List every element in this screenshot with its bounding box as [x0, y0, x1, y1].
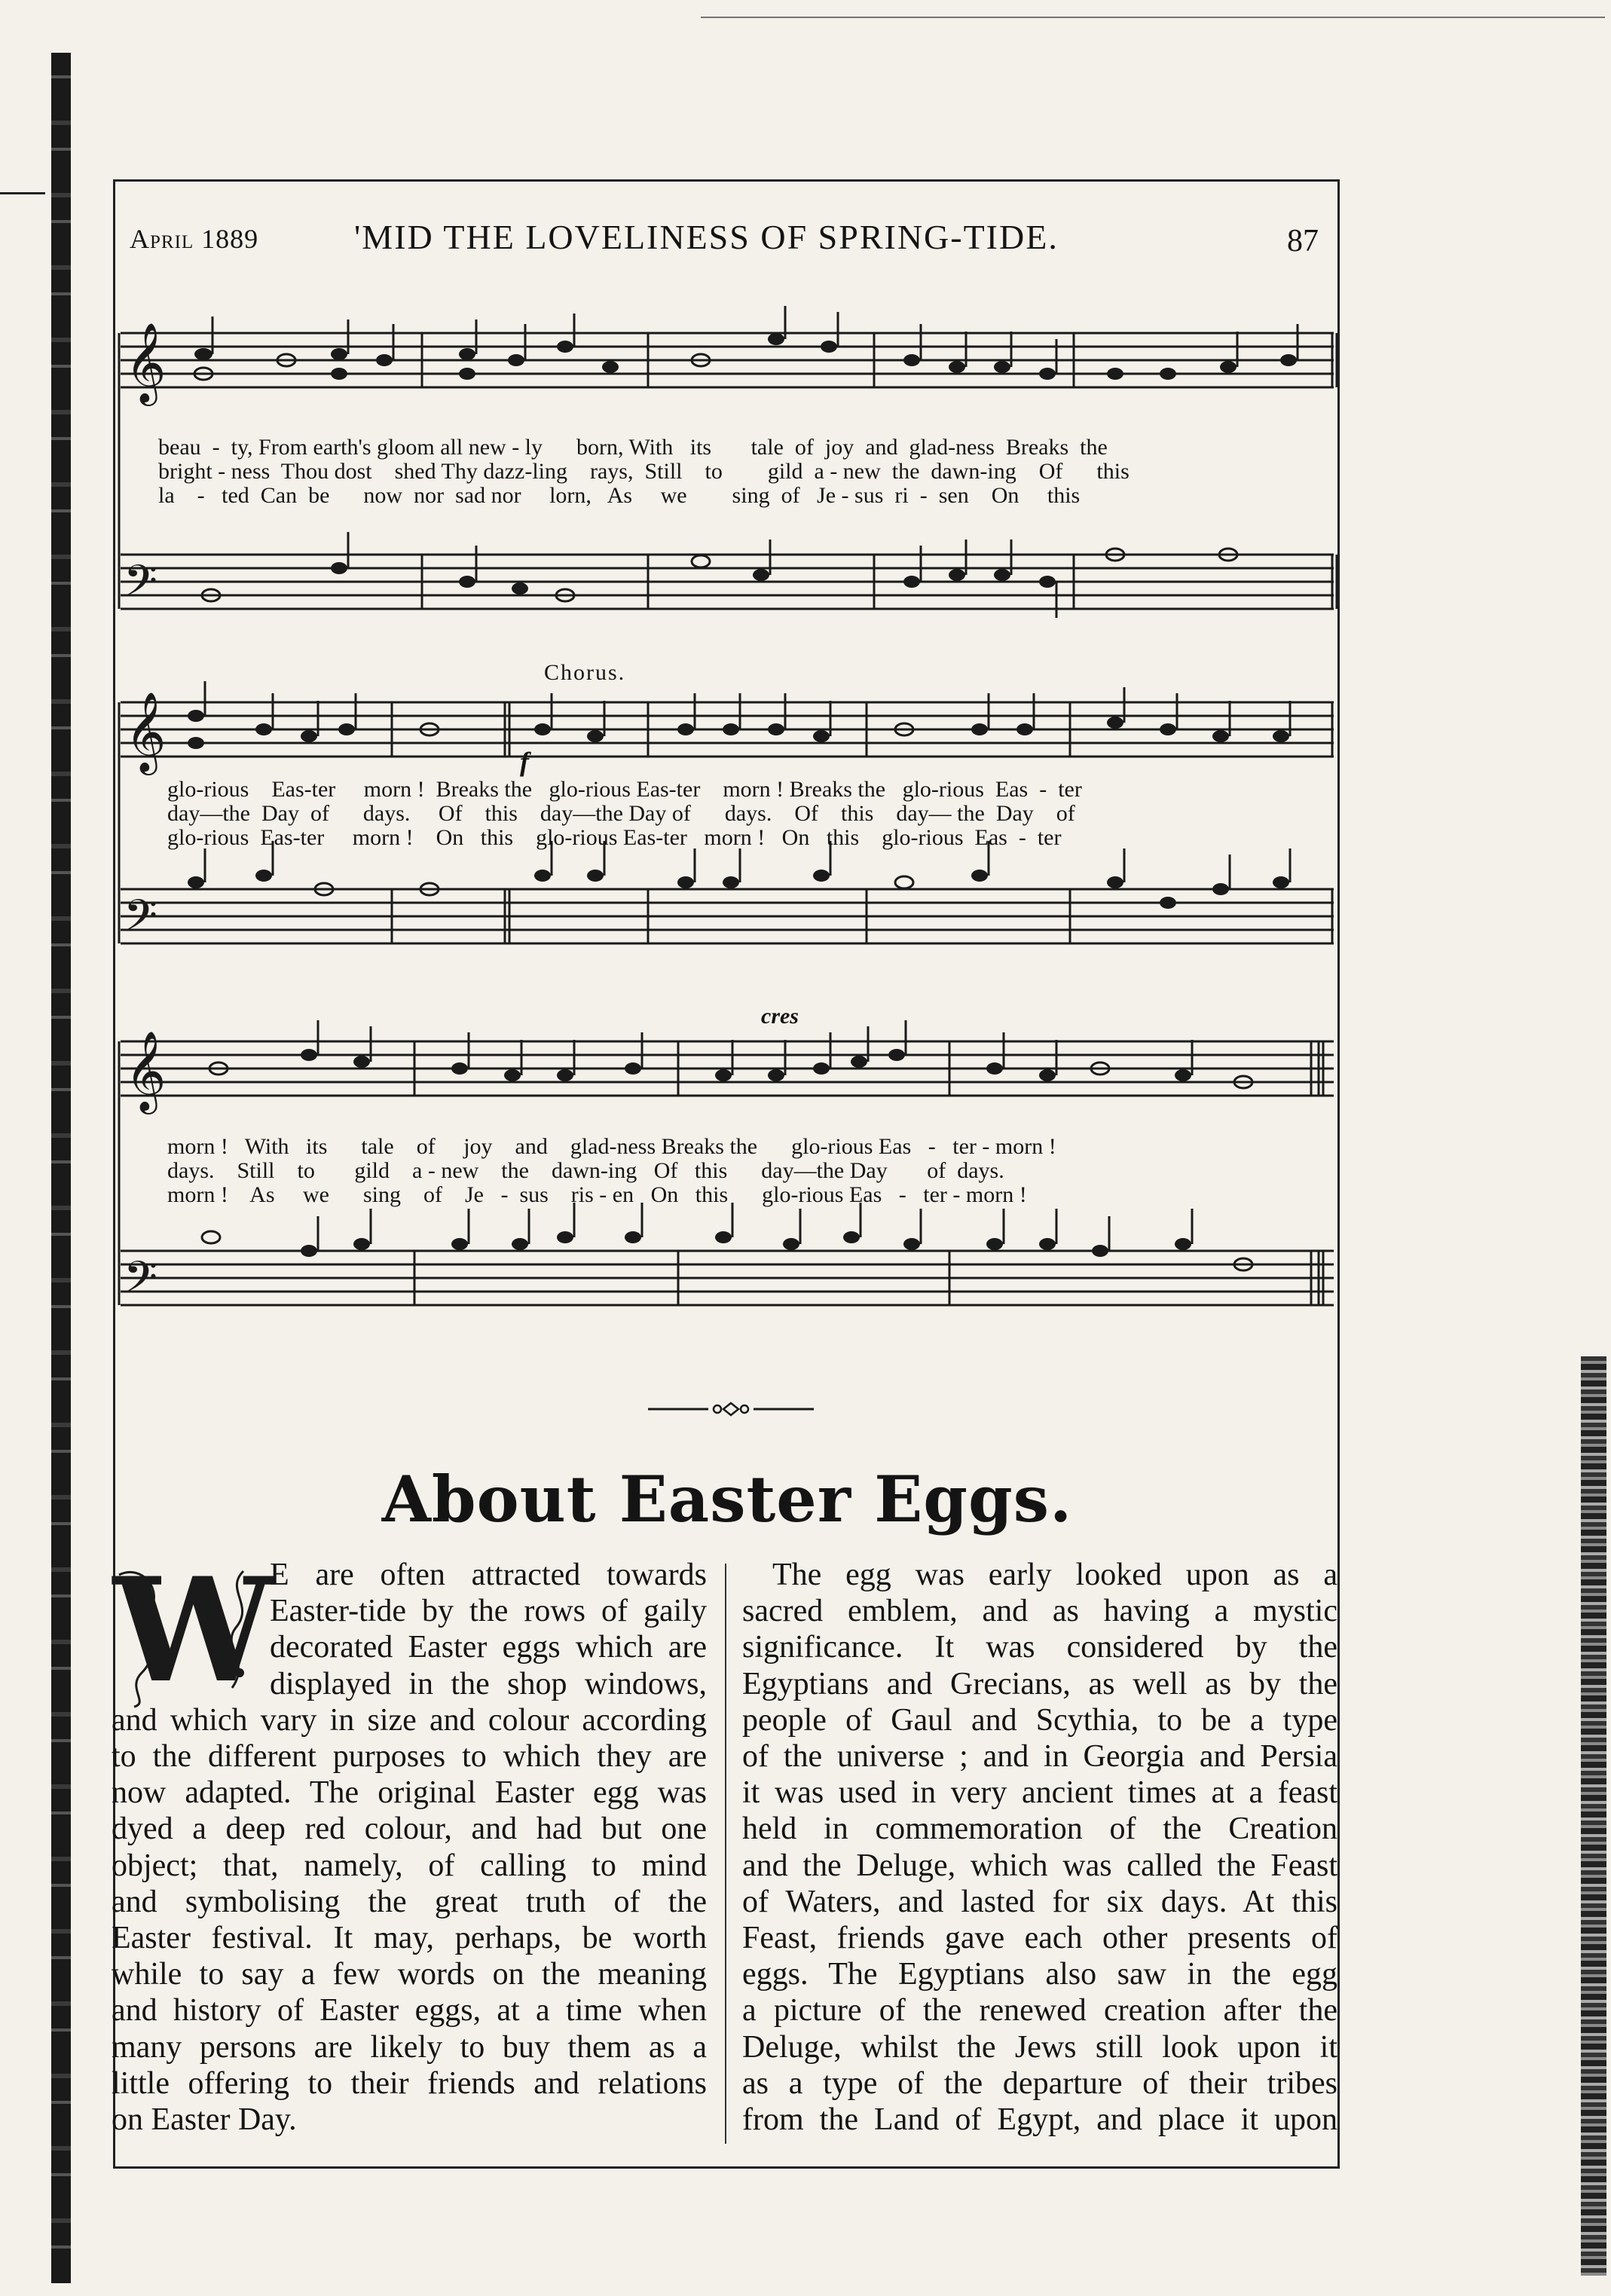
paragraph-line: while to say a few words on the meaning	[112, 1957, 707, 1992]
header-title: 'MID THE LOVELINESS OF SPRING-TIDE.	[354, 218, 1059, 256]
svg-text:𝄞: 𝄞	[125, 322, 167, 402]
paragraph-line: The egg was early looked upon as a	[772, 1558, 1337, 1592]
page-number: 87	[1287, 224, 1319, 258]
top-scan-line	[701, 17, 1605, 18]
paragraph-line: Deluge, whilst the Jews still look upon it	[742, 2029, 1337, 2065]
paragraph-line: many persons are likely to buy them as a	[112, 2029, 707, 2065]
lyrics-system-2-verse-2: day—the Day of days. Of this day—the Day of days. Of this day— the Day of	[167, 801, 1075, 826]
paragraph-line: decorated Easter eggs which are	[270, 1630, 707, 1665]
article-column-left	[112, 1546, 707, 2138]
paragraph-line: it was used in very ancient times at a feast	[742, 1775, 1337, 1811]
lyrics-system-3-verse-2: days. Still to gild a - new the dawn-ing Of this day—the Day of days.	[167, 1158, 1004, 1183]
paragraph-line: people of Gaul and Scythia, to be a type	[742, 1702, 1337, 1738]
svg-text:𝄞: 𝄞	[125, 1030, 167, 1111]
svg-text:𝄢: 𝄢	[124, 1252, 158, 1313]
paragraph-line: and history of Easter eggs, at a time when	[112, 1993, 707, 2028]
paragraph-line: of Waters, and lasted for six days. At this	[742, 1884, 1337, 1919]
paragraph-line: held in commemoration of the Creation	[742, 1811, 1337, 1847]
paragraph-line: object; that, namely, of calling to mind	[112, 1848, 707, 1883]
paragraph-line: and which vary in size and colour according	[112, 1702, 707, 1738]
paragraph-line: now adapted. The original Easter egg was	[112, 1775, 707, 1811]
paragraph-line: Easter-tide by the rows of gaily	[270, 1594, 707, 1629]
dynamic-forte: f	[520, 747, 529, 777]
chorus-label: Chorus.	[544, 660, 626, 685]
lyrics-system-2-verse-3: glo-rious Eas-ter morn ! On this glo-rious Eas-ter morn ! On this glo-rious Eas - ter	[167, 825, 1062, 850]
drop-cap-letter: W	[113, 1546, 274, 1714]
paragraph-line: eggs. The Egyptians also saw in the egg	[742, 1957, 1337, 1992]
article-column-right	[742, 1557, 1337, 2138]
header-date: April 1889	[130, 224, 259, 254]
paragraph-line: dyed a deep red colour, and had but one	[112, 1811, 707, 1847]
paragraph-line: Easter festival. It may, perhaps, be worth	[112, 1921, 707, 1956]
article-title: About Easter Eggs.	[381, 1462, 1073, 1536]
paragraph-line: E are often attracted towards	[270, 1558, 707, 1592]
page-binding-edge	[51, 53, 71, 2283]
paragraph-line: sacred emblem, and as having a mystic	[742, 1594, 1337, 1629]
dynamic-crescendo: cres	[761, 1004, 799, 1029]
lyrics-system-3-verse-1: morn ! With its tale of joy and glad-ness Breaks the glo-rious Eas - ter - morn !	[167, 1134, 1056, 1159]
paragraph-line: from the Land of Egypt, and place it upon	[742, 2102, 1337, 2138]
paragraph-line: of the universe ; and in Georgia and Persia	[742, 1739, 1337, 1775]
lyrics-system-1-verse-1: beau - ty, From earth's gloom all new - ly born, With its tale of joy and glad-ness Breaks the	[158, 435, 1108, 460]
paragraph-line: and symbolising the great truth of the	[112, 1884, 707, 1919]
paragraph-line: Feast, friends gave each other presents of	[742, 1921, 1337, 1956]
paragraph-line: a picture of the renewed creation after the	[742, 1993, 1337, 2028]
paragraph-line: Egyptians and Grecians, as well as by the	[742, 1666, 1337, 1701]
paragraph-line: significance. It was considered by the	[742, 1630, 1337, 1665]
paragraph-line: on Easter Day.	[112, 2102, 297, 2138]
page-right-edge	[1581, 1356, 1606, 2276]
paragraph-line: little offering to their friends and relations	[112, 2065, 707, 2101]
lyrics-system-1-verse-3: la - ted Can be now nor sad nor lorn, As we sing of Je - sus ri - sen On this	[158, 483, 1081, 508]
svg-text:𝄢: 𝄢	[124, 555, 158, 617]
paragraph-line: and the Deluge, which was called the Feast	[742, 1848, 1337, 1883]
lyrics-system-3-verse-3: morn ! As we sing of Je - sus ris - en On this glo-rious Eas - ter - morn !	[167, 1182, 1027, 1207]
ornamental-divider	[648, 1398, 814, 1420]
margin-mark	[0, 192, 45, 194]
svg-text:𝄞: 𝄞	[125, 691, 167, 772]
paragraph-line: displayed in the shop windows,	[270, 1666, 707, 1701]
svg-text:𝄢: 𝄢	[124, 890, 158, 952]
lyrics-system-2-verse-1: glo-rious Eas-ter morn ! Breaks the glo-rious Eas-ter morn ! Breaks the glo-rious Eas - ter	[167, 777, 1082, 802]
column-rule	[725, 1564, 726, 2144]
lyrics-system-1-verse-2: bright - ness Thou dost shed Thy dazz-ling rays, Still to gild a - new the dawn-ing Of this	[158, 459, 1130, 484]
paragraph-line: to the different purposes to which they are	[112, 1739, 707, 1775]
paragraph-line: as a type of the departure of their tribes	[742, 2065, 1337, 2101]
